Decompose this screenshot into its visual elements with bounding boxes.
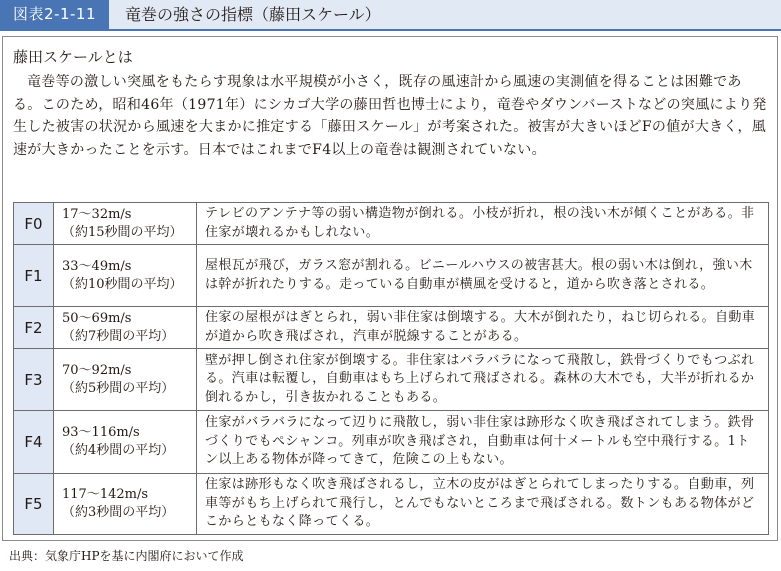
figure-header [0,0,781,31]
wind-speed: 70～92m/s [62,362,132,378]
wind-speed: 33～49m/s [62,258,132,274]
speed-cell [54,245,197,307]
content-box [2,36,778,541]
damage-description: 住家の屋根がはぎとられ，弱い非住家は倒壊する。大木が倒れたり，ねじ切られる。自動車が道から吹き飛ばされ，汽車が脱線することがある。 [197,307,769,349]
wind-speed: 50～69m/s [62,310,132,326]
speed-cell [54,203,197,245]
damage-description: 住家がバラバラになって辺りに飛散し，弱い非住家は跡形なく吹き飛ばされてしまう。鉄骨づくりでもペシャンコ。列車が吹き飛ばされ，自動車は何十メートルも空中飛行する。1トン以上ある物体が降ってきて，危険この上もない。 [197,411,769,474]
table-row [14,245,769,307]
speed-cell [54,307,197,349]
table-row [14,203,769,245]
average-period: （約4秒間の平均） [62,443,175,458]
speed-cell [54,474,197,535]
grade-cell: F4 [14,411,54,474]
damage-description: テレビのアンテナ等の弱い構造物が倒れる。小枝が折れ，根の浅い木が傾くことがある。非住家が壊れるかもしれない。 [197,203,769,245]
fujita-scale-table [13,202,769,535]
wind-speed: 93～116m/s [62,425,140,440]
intro-heading: 藤田スケールとは [13,48,133,66]
intro-paragraph: 竜巻等の激しい突風をもたらす現象は水平規模が小さく，既存の風速計から風速の実測値を得ることは困難である。このため，昭和46年（1971年）にシカゴ大学の藤田哲也博士により，竜巻やダウンバーストなどの突風により発生した被害の状況から風速を大まかに推定する「藤田スケール」が考案された。被害が大きいほどFの値が大きく，風速が大きかったことを示す。日本ではこれまでF4以上の竜巻は観測されていない。 [13,74,767,158]
source-note: 出典：気象庁HPを基に内閣府において作成 [9,549,244,563]
figure-label: 図表2-1-11 [0,0,109,29]
figure-title: 竜巻の強さの指標（藤田スケール） [125,5,381,24]
table-row [14,349,769,411]
speed-cell [54,349,197,411]
average-period: （約7秒間の平均） [62,328,175,344]
grade-cell: F2 [14,307,54,349]
grade-cell: F3 [14,349,54,411]
average-period: （約10秒間の平均） [62,276,183,292]
table-row [14,307,769,349]
speed-cell [54,411,197,474]
damage-description: 住家は跡形もなく吹き飛ばされるし，立木の皮がはぎとられてしまったりする。自動車，列車等がもち上げられて飛行し，とんでもないところまで飛ばされる。数トンもある物体がどこからともなく降ってくる。 [197,474,769,535]
table-row [14,474,769,535]
wind-speed: 17～32m/s [62,206,132,222]
average-period: （約15秒間の平均） [62,224,183,240]
average-period: （約3秒間の平均） [62,505,175,520]
grade-cell: F1 [14,245,54,307]
table-row [14,411,769,474]
wind-speed: 117～142m/s [62,487,149,502]
average-period: （約5秒間の平均） [62,380,175,396]
damage-description: 屋根瓦が飛び，ガラス窓が割れる。ビニールハウスの被害甚大。根の弱い木は倒れ，強い木は幹が折れたりする。走っている自動車が横風を受けると，道から吹き落とされる。 [197,245,769,307]
grade-cell: F5 [14,474,54,535]
grade-cell: F0 [14,203,54,245]
damage-description: 壁が押し倒され住家が倒壊する。非住家はバラバラになって飛散し，鉄骨づくりでもつぶれる。汽車は転覆し，自動車はもち上げられて飛ばされる。森林の大木でも，大半が折れるか倒れるかし，引き抜かれることもある。 [197,349,769,411]
